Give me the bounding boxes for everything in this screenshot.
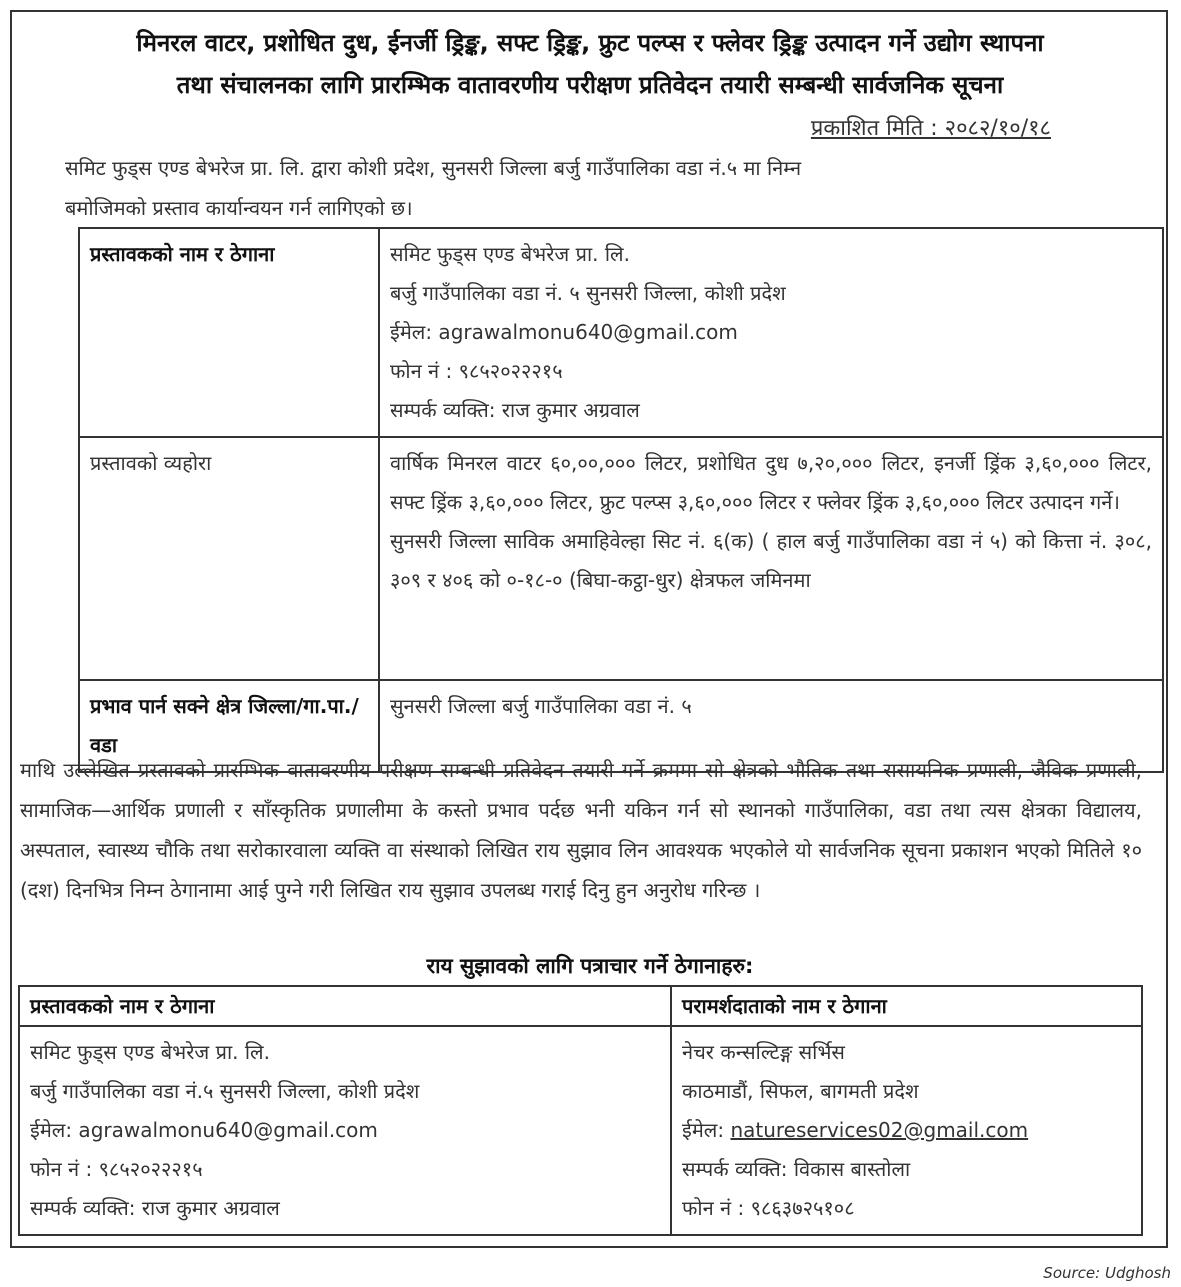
proponent-name: समिट फुड्स एण्ड बेभरेज प्रा. लि. — [30, 1040, 270, 1064]
intro-line1: समिट फुड्स एण्ड बेभरेज प्रा. लि. द्वारा कोशी प्रदेश, सुनसरी जिल्ला बर्जु गाउँपालिका वडा नं.५ मा निम्न — [65, 156, 802, 180]
published-date: प्रकाशित मिति : २०८२/१०/१८ — [810, 116, 1051, 141]
consultant-phone: फोन नं : ९८६३७२५१०८ — [682, 1196, 855, 1220]
consultant-contact-person: सम्पर्क व्यक्ति: विकास बास्तोला — [682, 1157, 911, 1181]
consultant-name: नेचर कन्सल्टिङ्ग सर्भिस — [682, 1040, 845, 1064]
intro-line2: बमोजिमको प्रस्ताव कार्यान्वयन गर्न लागिएको छ। — [65, 196, 413, 220]
land-details: सुनसरी जिल्ला साविक अमाहिवेल्हा सिट नं. ६(क) ( हाल बर्जु गाउँपालिका वडा नं ५) को कित्ता नं. ३०८, ३०९ र ४०६ को ०-१८-० (बिघा-कट्ठा-धुर) क्षेत्रफल जमिनमा — [390, 529, 1152, 592]
notice-title-line1: मिनरल वाटर, प्रशोधित दुध, ईनर्जी ड्रिङ्क, सफ्ट ड्रिङ्क, फ्रुट पल्प्स र फ्लेवर ड्रिङ्क उत्पादन गर्ने उद्योग स्थापना — [136, 29, 1044, 57]
proposal-description — [379, 437, 1163, 680]
proponent-contact: सम्पर्क व्यक्ति: राज कुमार अग्रवाल — [390, 398, 640, 422]
consultant-email-line — [682, 1111, 1131, 1150]
proponent-contact-cell — [19, 1026, 671, 1235]
proponent-phone: फोन नं : ९८५२०२२२१५ — [390, 359, 563, 383]
row-label: प्रभाव पार्न सक्ने क्षेत्र जिल्ला/गा.पा./वडा — [79, 680, 379, 772]
table-row — [19, 1026, 1142, 1235]
affected-area: सुनसरी जिल्ला बर्जु गाउँपालिका वडा नं. ५ — [379, 680, 1163, 772]
consultant-email-link[interactable]: natureservices02@gmail.com — [730, 1118, 1029, 1142]
proponent-phone: फोन नं : ९८५२०२२२१५ — [30, 1157, 203, 1181]
table-header-row — [19, 986, 1142, 1026]
contact-table — [18, 985, 1143, 1236]
consultant-header: परामर्शदाताको नाम र ठेगाना — [671, 986, 1142, 1026]
table-row — [79, 437, 1163, 680]
production-details: वार्षिक मिनरल वाटर ६०,००,००० लिटर, प्रशोधित दुध ७,२०,००० लिटर, इनर्जी ड्रिंक ३,६०,००० लिटर, सफ्ट ड्रिंक ३,६०,००० लिटर, फ्रुट पल्प्स ३,६०,००० लिटर र फ्लेवर ड्रिंक ३,६०,००० लिटर उत्पादन गर्ने। — [390, 451, 1152, 514]
proponent-details — [379, 228, 1163, 437]
proponent-address: बर्जु गाउँपालिका वडा नं. ५ सुनसरी जिल्ला, कोशी प्रदेश — [390, 281, 786, 305]
table-row — [79, 228, 1163, 437]
proposal-table — [78, 227, 1164, 773]
consultant-address: काठमाडौं, सिफल, बागमती प्रदेश — [682, 1079, 919, 1103]
row-label: प्रस्तावको व्यहोरा — [79, 437, 379, 680]
email-label: ईमेल: — [682, 1118, 725, 1142]
proponent-contact-person: सम्पर्क व्यक्ति: राज कुमार अग्रवाल — [30, 1196, 280, 1220]
proponent-email: ईमेल: agrawalmonu640@gmail.com — [390, 320, 738, 344]
body-paragraph: माथि उल्लेखित प्रस्तावको प्रारम्भिक वातावरणीय परीक्षण सम्बन्धी प्रतिवेदन तयारी गर्ने क्रममा सो क्षेत्रको भौतिक तथा रासायनिक प्रणाली, जैविक प्रणाली, सामाजिक—आर्थिक प्रणाली र साँस्कृतिक प्रणालीमा के कस्तो प्रभाव पर्दछ भनी यकिन गर्न सो स्थानको गाउँपालिका, वडा तथा त्यस क्षेत्रका विद्यालय, अस्पताल, स्वास्थ्य चौकि तथा सरोकारवाला व्यक्ति वा संस्थाको लिखित राय सुझाव लिन आवश्यक भएकोले यो सार्वजनिक सूचना प्रकाशन भएको मितिले १० (दश) दिनभित्र निम्न ठेगानामा आई पुग्ने गरी लिखित राय सुझाव उपलब्ध गराई दिनु हुन अनुरोध गरिन्छ । — [20, 758, 1142, 902]
proponent-address: बर्जु गाउँपालिका वडा नं.५ सुनसरी जिल्ला, कोशी प्रदेश — [30, 1079, 420, 1103]
proponent-name: समिट फुड्स एण्ड बेभरेज प्रा. लि. — [390, 242, 630, 266]
contact-heading: राय सुझावको लागि पत्राचार गर्ने ठेगानाहरु: — [426, 954, 754, 978]
source-credit: Source: Udghosh — [1043, 1264, 1171, 1282]
notice-title-line2: तथा संचालनका लागि प्रारम्भिक वातावरणीय परीक्षण प्रतिवेदन तयारी सम्बन्धी सार्वजनिक सूचना — [176, 71, 1004, 99]
proponent-email: ईमेल: agrawalmonu640@gmail.com — [30, 1118, 378, 1142]
row-label: प्रस्तावकको नाम र ठेगाना — [79, 228, 379, 437]
consultant-contact-cell — [671, 1026, 1142, 1235]
proponent-header: प्रस्तावकको नाम र ठेगाना — [19, 986, 671, 1026]
